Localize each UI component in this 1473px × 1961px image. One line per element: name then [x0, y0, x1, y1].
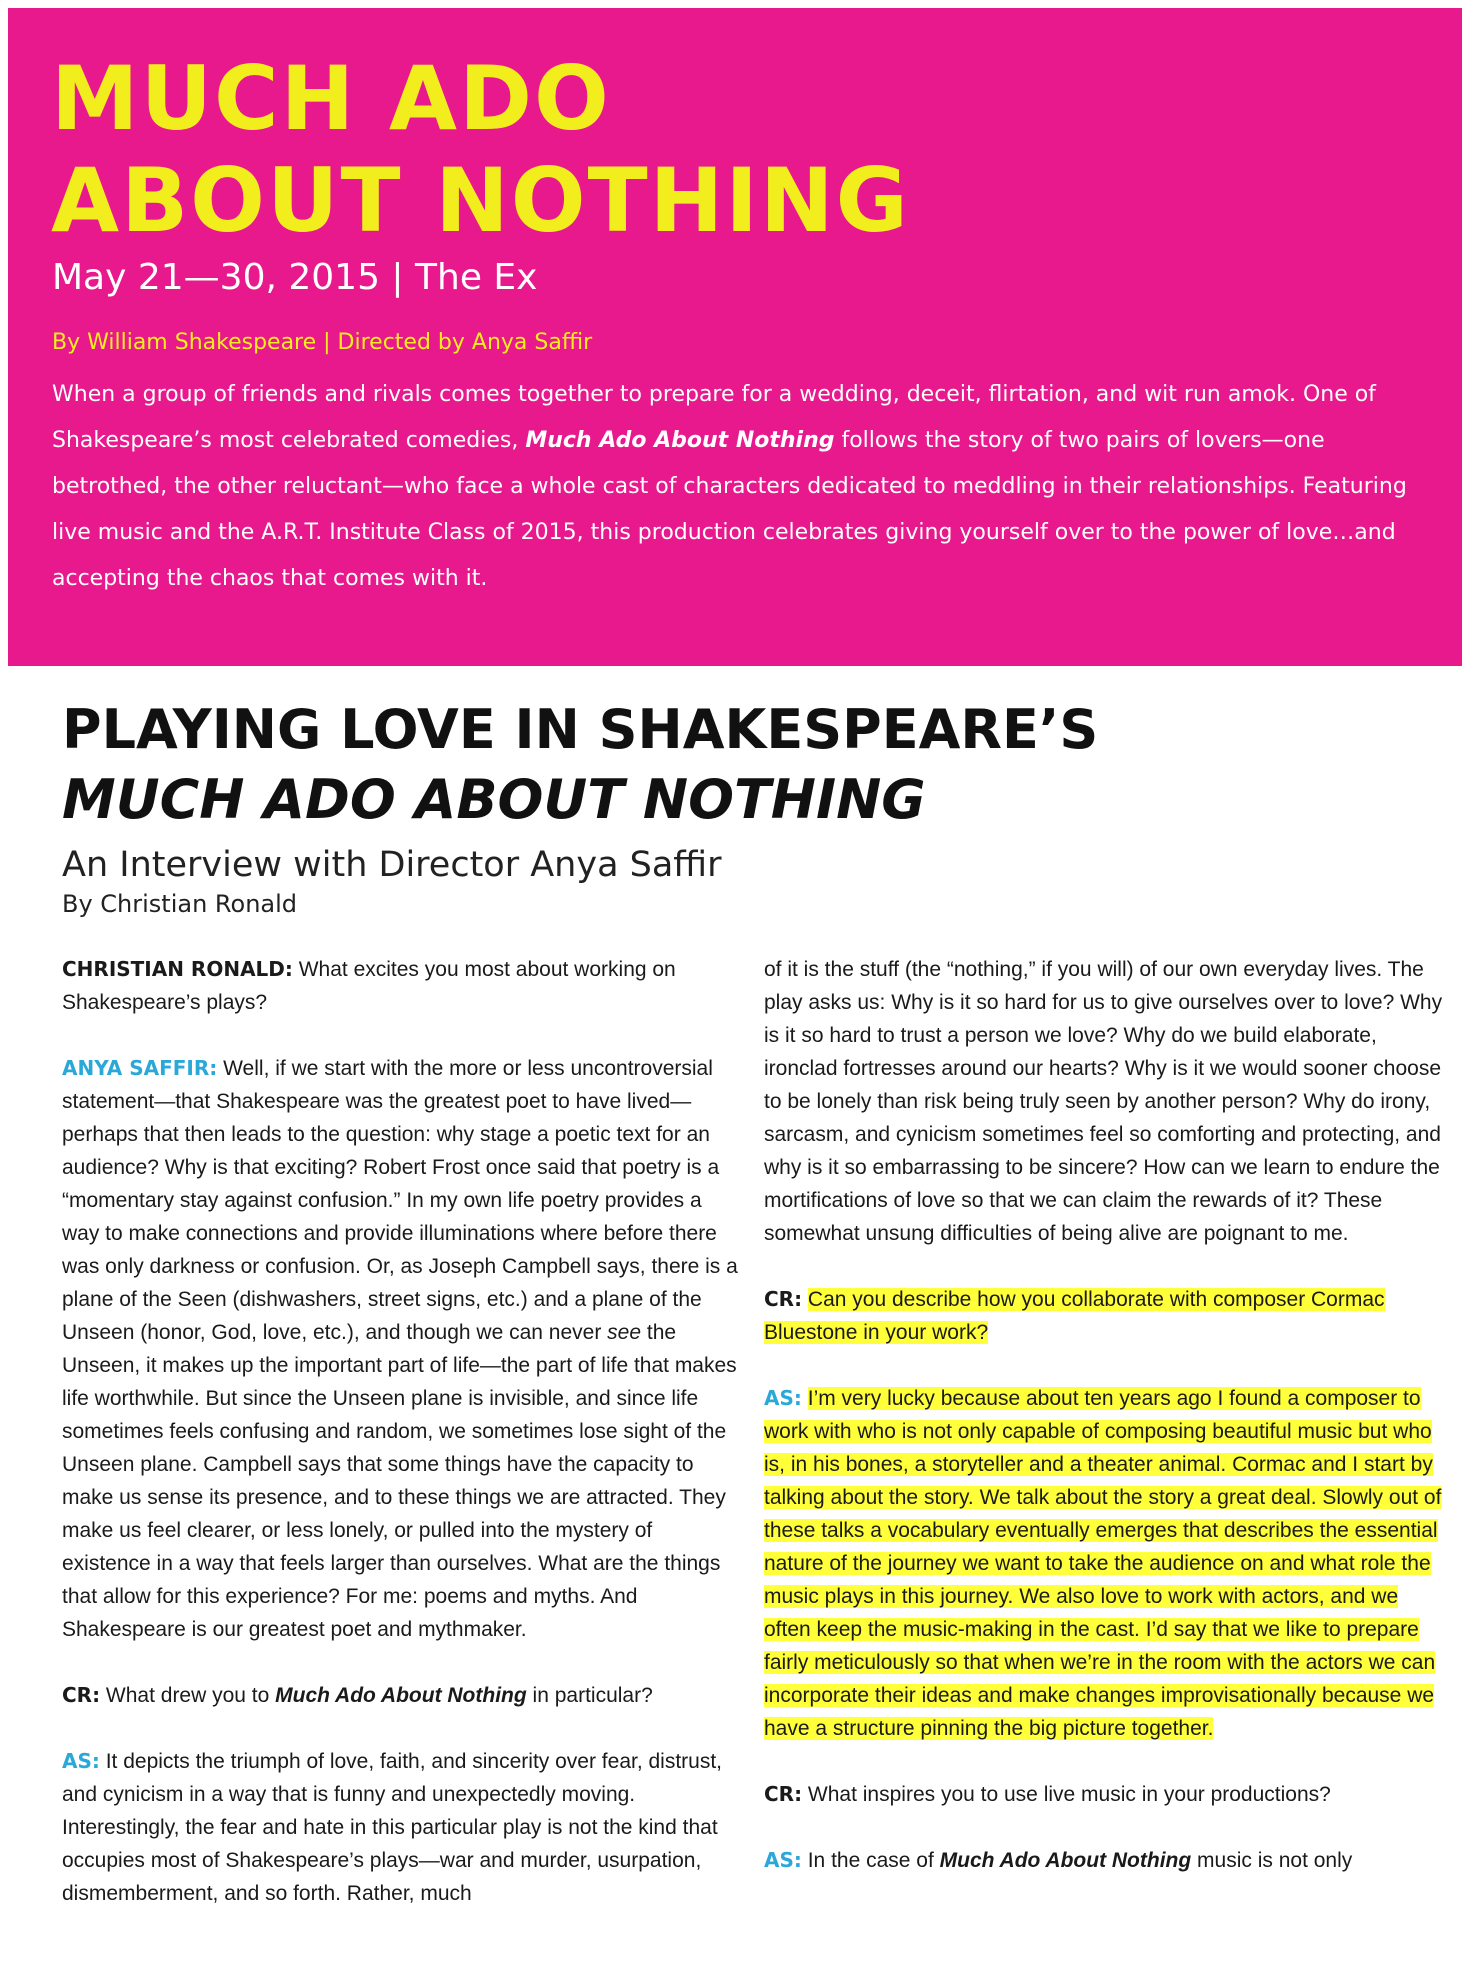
- speaker-label: AS:: [764, 1386, 802, 1410]
- show-description-text-2: follows the story of two pairs of lovers—one betrothed, the other reluctant—who face a whole cast of characters dedicated to meddling in their relationships. Featuring live music and the A.R.T. Institute Class of 2015, this production celebrates giving yourself over to the power of love…and accepting the chaos that comes with it.: [52, 428, 1407, 591]
- headline-line-2: MUCH ADO ABOUT NOTHING: [62, 768, 926, 831]
- highlighted-question-text: Can you describe how you collaborate with composer Cormac Bluestone in your work?: [764, 1288, 1385, 1344]
- answer-2: [62, 1745, 742, 1910]
- show-title-line-2: ABOUT NOTHING: [51, 149, 910, 252]
- play-title: Much Ado About Nothing: [939, 1849, 1192, 1872]
- answer-emphasis: see: [607, 1321, 642, 1344]
- question-text: What inspires you to use live music in your productions?: [802, 1783, 1331, 1806]
- speaker-label: AS:: [62, 1749, 100, 1773]
- left-column: [62, 953, 742, 1943]
- article-headline: [62, 695, 1098, 835]
- speaker-label: AS:: [764, 1848, 802, 1872]
- question-2: [62, 1679, 742, 1712]
- answer-text: music is not only: [1191, 1849, 1353, 1872]
- show-description-text-1: When a group of friends and rivals comes together to prepare for a wedding, deceit, flirtation, and wit run amok. One of Shakespeare’s most celebrated comedies,: [52, 382, 1376, 453]
- answer-text: the Unseen, it makes up the important part of life—the part of life that makes life worthwhile. But since the Unseen plane is invisible, and since life sometimes feels confusing and random, we sometimes lose sight of the Unseen plane. Campbell says that some things have the capacity to make us sense its presence, and to these things we are attracted. They make us feel clearer, or less lonely, or pulled into the mystery of existence in a way that feels larger than ourselves. What are the things that allow for this experience? For me: poems and myths. And Shakespeare is our greatest poet and mythmaker.: [62, 1321, 737, 1641]
- headline-line-1: PLAYING LOVE IN SHAKESPEARE’S: [62, 698, 1099, 761]
- answer-2-continued: of it is the stuff (the “nothing,” if you will) of our own everyday lives. The play asks us: Why is it so hard for us to give ourselves over to love? Why is it so hard to trust a person we love? Why do we build elaborate, ironclad fortresses around our hearts? Why is it we would sooner choose to be lonely than risk being truly seen by another person? Why do irony, sarcasm, and cynicism sometimes feel so comforting and protecting, and why is it so embarrassing to be sincere? How can we learn to endure the mortifications of love so that we can claim the rewards of it? These somewhat unsung difficulties of being alive are poignant to me.: [764, 958, 1443, 1245]
- question-text: in particular?: [526, 1684, 653, 1707]
- speaker-label: ANYA SAFFIR:: [62, 1056, 218, 1080]
- article-subhead: An Interview with Director Anya Saffir: [62, 845, 722, 885]
- question-text: What excites you most about working on Shakespeare’s plays?: [62, 958, 676, 1014]
- question-3: [764, 1283, 1444, 1349]
- answer-text: Well, if we start with the more or less uncontroversial statement—that Shakespeare was the greatest poet to have lived—perhaps that then leads to the question: why stage a poetic text for an audience? Why is that exciting? Robert Frost once said that poetry is a “momentary stay against confusion.” In my own life poetry provides a way to make connections and provide illuminations where before there was only darkness or confusion. Or, as Joseph Campbell says, there is a plane of the Seen (dishwashers, street signs, etc.) and a plane of the Unseen (honor, God, love, etc.), and though we can never: [62, 1057, 738, 1344]
- highlighted-answer-text: I’m very lucky because about ten years ago I found a composer to work with who is not only capable of composing beautiful music but who is, in his bones, a storyteller and a theater animal. Cormac and I start by talking about the story. We talk about the story a great deal. Slowly out of these talks a vocabulary eventually emerges that describes the essential nature of the journey we want to take the audience on and what role the music plays in this journey. We also love to work with actors, and we often keep the music-making in the cast. I’d say that we like to prepare fairly meticulously so that when we’re in the room with the actors we can incorporate their ideas and make changes improvisationally because we have a structure pinning the big picture together.: [764, 1387, 1442, 1740]
- dates-venue: May 21—30, 2015 | The Ex: [52, 257, 538, 298]
- play-title: Much Ado About Nothing: [275, 1684, 527, 1707]
- article-byline: By Christian Ronald: [62, 890, 298, 918]
- show-title: [51, 48, 910, 252]
- show-banner: [8, 8, 1462, 666]
- speaker-label: CR:: [764, 1782, 803, 1806]
- show-description-title: Much Ado About Nothing: [525, 428, 835, 453]
- question-1: [62, 953, 742, 1019]
- show-description: [52, 372, 1442, 602]
- author-director-credits: By William Shakespeare | Directed by Anya Saffir: [52, 330, 593, 355]
- question-text: What drew you to: [100, 1684, 276, 1707]
- answer-text: It depicts the triumph of love, faith, and sincerity over fear, distrust, and cynicism in a way that is funny and unexpectedly moving. Interestingly, the fear and hate in this particular play is not the kind that occupies most of Shakespeare’s plays—war and murder, usurpation, dismemberment, and so forth. Rather, much: [62, 1750, 723, 1905]
- right-column: [764, 953, 1444, 1910]
- question-4: [764, 1778, 1444, 1811]
- answer-4: [764, 1844, 1444, 1877]
- speaker-label: CR:: [62, 1683, 101, 1707]
- answer-3: [764, 1382, 1444, 1745]
- show-title-line-1: MUCH ADO: [51, 47, 611, 150]
- answer-1: [62, 1052, 742, 1646]
- speaker-label: CR:: [764, 1287, 803, 1311]
- answer-text: In the case of: [801, 1849, 940, 1872]
- speaker-label: CHRISTIAN RONALD:: [62, 957, 293, 981]
